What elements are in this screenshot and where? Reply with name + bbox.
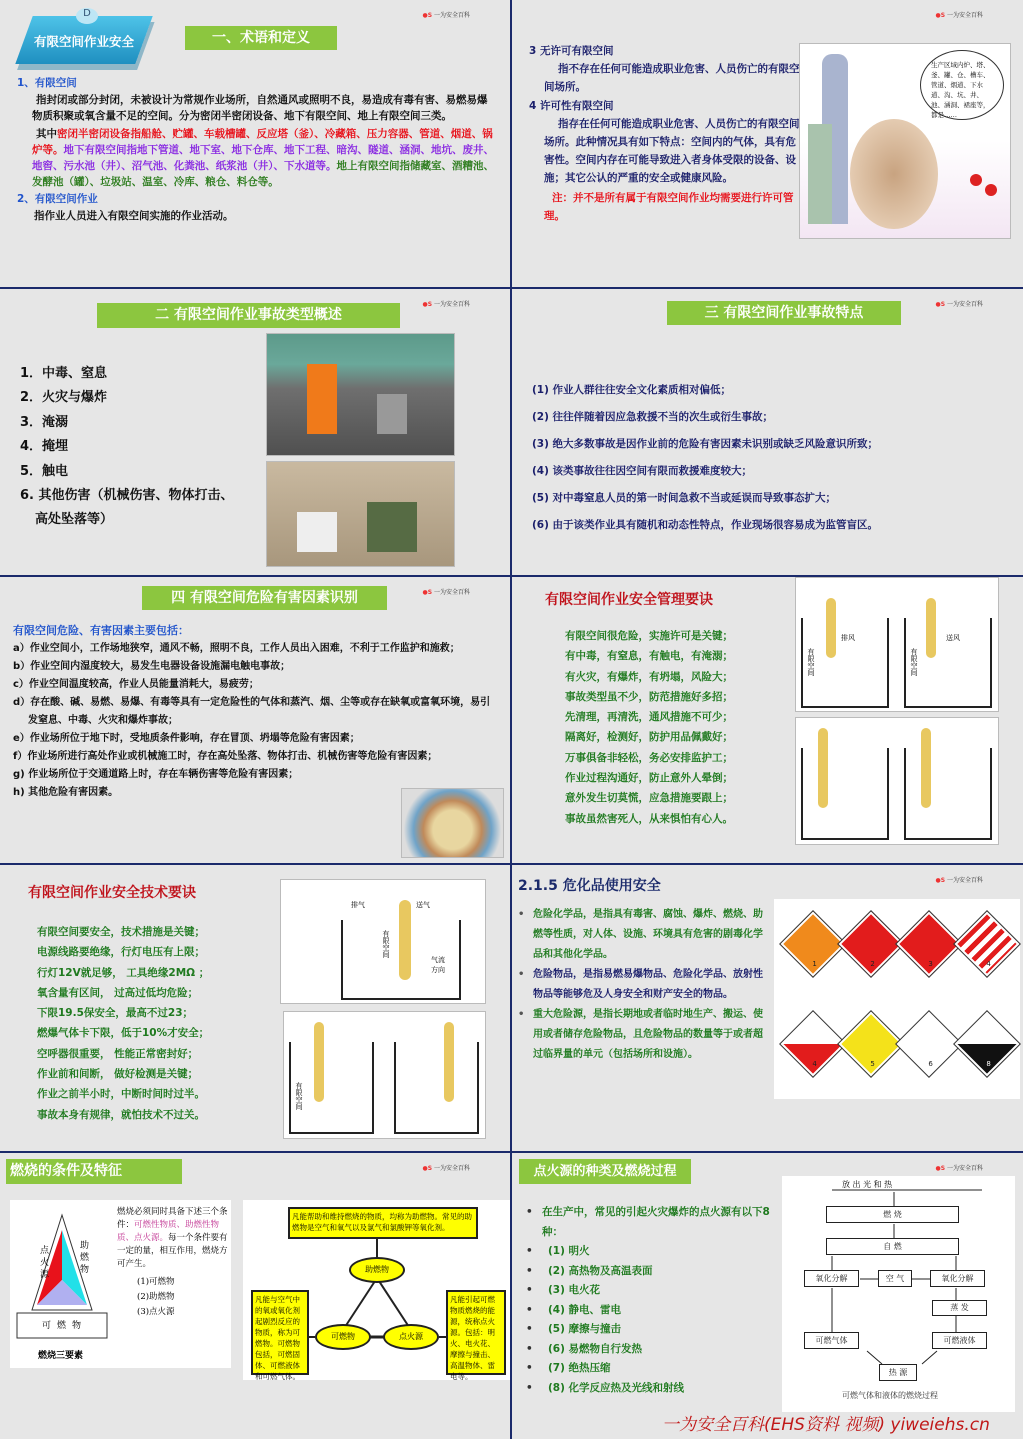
brand-logo: ●S 一为安全百科: [422, 1165, 470, 1172]
hazard-sign: [896, 1011, 961, 1076]
brand-logo: ●S 一为安全百科: [935, 301, 983, 308]
flowchart-caption: 可燃气体和液体的燃烧过程: [842, 1391, 938, 1400]
list-item: 燃爆气体卡下限，低于10%才安全；: [37, 1027, 210, 1040]
fire-triangle-panel: [10, 1200, 231, 1368]
list-item: 意外发生切莫慌，应急措施要跟上；: [565, 792, 733, 805]
diagram-label: 送风: [946, 634, 960, 642]
hazard-sign: [780, 911, 845, 976]
slide-combustion-conditions: [0, 1153, 510, 1439]
list-item: 氧含量有区间， 过高过低均危险；: [37, 986, 199, 999]
diagram-label: 有限空间: [910, 648, 918, 676]
slide-management-rhymes: [512, 577, 1023, 863]
list-item: 1．中毒、窒息: [20, 366, 108, 381]
combustion-text: 燃烧必须同时具备下述三个条件：可燃性物质、助燃性物质、点火源。每一个条件要有一定的量，相互作用，燃烧方可产生。: [117, 1207, 228, 1269]
section-title: 四 有限空间危险有害因素识别: [142, 586, 387, 610]
list-item: • (5) 摩擦与撞击: [526, 1323, 622, 1335]
hazard-sign: [780, 1011, 845, 1076]
slide-technical-rhymes: [0, 865, 510, 1151]
list-item: 作业过程沟通好，防止意外人晕倒；: [565, 772, 733, 785]
hazard-class-number: 6: [928, 1059, 933, 1068]
work-definition: 指作业人员进入有限空间实施的作业活动。: [34, 210, 234, 222]
air-supply-diagram-top: [280, 879, 486, 1004]
rescue-photo-field: [266, 461, 455, 567]
list-item: 有中毒，有窒息，有触电，有淹溺；: [565, 650, 733, 663]
flow-evaporation: 蒸 发: [932, 1300, 987, 1316]
diagram-label: 排风: [841, 634, 855, 642]
list-item: • (1) 明火: [526, 1245, 590, 1257]
diagram-label: 送气: [416, 901, 430, 909]
diagram-label: 排气: [351, 901, 365, 909]
badge-letter: D: [76, 8, 98, 24]
speech-bubble: 生产区域内炉、塔、釜、罐、仓、槽车、管道、烟道、下水道、沟、坑、井、池、涵洞、裙座等，都是……: [920, 50, 1004, 120]
watermark: 一为安全百科(EHS资料 视频) yiweiehs.cn: [662, 1415, 990, 1435]
heading-permit: 4 许可性有限空间: [529, 100, 614, 112]
definition-list: [518, 905, 768, 1065]
slide-title: 有限空间作业安全技术要诀: [28, 885, 196, 901]
list-item: 3．淹溺: [20, 414, 69, 430]
rhyme-list: [565, 626, 733, 829]
list-item: (3)点火源: [137, 1307, 175, 1317]
brand-logo: ●S 一为安全百科: [935, 877, 983, 884]
slide-title: 有限空间作业安全管理要诀: [545, 592, 713, 608]
non-permit-text: 指不存在任何可能造成职业危害、人员伤亡的有限空间场所。: [544, 63, 800, 93]
list-item: • 危险化学品，是指具有毒害、腐蚀、爆炸、燃烧、助燃等性质，对人体、设施、环境具有危害的剧毒化学品和其他化学品。: [518, 909, 763, 960]
brand-logo: ●S 一为安全百科: [422, 12, 470, 19]
hazard-cartoon-image: [401, 788, 504, 858]
hazard-class-number: 4: [986, 959, 991, 968]
slide-accident-types: [0, 289, 510, 575]
brand-logo: ●S 一为安全百科: [935, 12, 983, 19]
list-item: 事故虽然害死人，从来惧怕有心人。: [565, 812, 733, 825]
list-item: 高处坠落等）: [35, 512, 114, 528]
hazard-class-number: 5: [870, 1059, 875, 1068]
permit-text: 指存在任何可能造成职业危害、人员伤亡的有限空间场所。此种情况具有如下特点：空间内的气体，具有危害性。空间内存在可能导致进入者身体受限的设备、设施；其它公认的严重的安全或健康风险。: [544, 118, 800, 184]
list-item: h) 其他危险有害因素。: [13, 787, 119, 798]
combustion-relation-diagram: [243, 1200, 510, 1380]
list-item: • 在生产中，常见的引起火灾爆炸的点火源有以下8种：: [526, 1206, 770, 1238]
hazard-sign: [954, 1011, 1019, 1076]
slide-ignition-sources: [512, 1153, 1023, 1439]
slide-title: 2.1.5 危化品使用安全: [518, 878, 661, 894]
diagram-label: 有限空间: [382, 930, 390, 958]
flow-self-ignition: 自 燃: [826, 1238, 959, 1255]
list-item: (2)助燃物: [137, 1292, 175, 1302]
list-item: f）作业场所进行高处作业或机械施工时，存在高处坠落、物体打击、机械伤害等危险有害因素；: [13, 751, 438, 762]
slide-accident-features: [512, 289, 1023, 575]
heading-non-permit: 3 无许可有限空间: [529, 45, 614, 57]
hazard-class-number: 8: [986, 1059, 991, 1068]
list-item: 下限19.5保安全，最高不过23；: [37, 1007, 194, 1020]
fuel-node: 可燃物: [315, 1324, 371, 1350]
flow-oxidation-left: 氧化分解: [804, 1270, 859, 1287]
ignition-definition-box: 凡能引起可燃物质燃烧的能源，统称点火源。包括：明火、电火花、摩擦与撞击、高温物体、雷电等。: [446, 1290, 506, 1375]
list-item: b）作业空间内湿度较大，易发生电器设备设施漏电触电事故；: [13, 661, 291, 672]
badge-title: 有限空间作业安全: [34, 34, 135, 49]
ignition-source-list: [526, 1203, 776, 1398]
list-item: 行灯12V就足够， 工具绝缘2MΩ ；: [37, 966, 210, 979]
section-title: 二 有限空间作业事故类型概述: [97, 303, 400, 328]
tri-label-oxidizer: 助燃物: [80, 1241, 90, 1275]
list-item: • (7) 绝热压缩: [526, 1362, 611, 1374]
list-item: • (2) 高热物及高温表面: [526, 1264, 653, 1277]
section-title: 三 有限空间作业事故特点: [667, 301, 901, 325]
brand-logo: ●S 一为安全百科: [422, 301, 470, 308]
flow-air: 空 气: [878, 1270, 912, 1287]
ventilation-diagram-top: [795, 577, 999, 712]
section-title: 燃烧的条件及特征: [6, 1159, 182, 1184]
feature-list: [532, 377, 878, 539]
accident-type-list: [20, 362, 234, 533]
hazard-sign: [954, 911, 1019, 976]
list-item: 作业前和间断， 做好检测是关键；: [37, 1068, 199, 1081]
combustion-text-column: [117, 1206, 229, 1320]
list-item: (1) 作业人群往往安全文化素质相对偏低；: [532, 384, 732, 396]
list-item: 先清理，再清洗，通风措施不可少；: [565, 711, 733, 724]
list-item: • (6) 易燃物自行发热: [526, 1342, 643, 1355]
list-item: (5) 对中毒窒息人员的第一时间急救不当或延误而导致事态扩大；: [532, 492, 837, 504]
flow-burn: 燃 烧: [826, 1206, 959, 1223]
list-item: 空呼器很重要， 性能正常密封好；: [37, 1047, 199, 1060]
combustion-flowchart: [782, 1176, 1015, 1412]
hazard-class-number: 1: [812, 959, 817, 968]
list-item: 隔离好，检测好，防护用品佩戴好；: [565, 731, 733, 744]
rhyme-list: [37, 922, 209, 1125]
flow-combustible-gas: 可燃气体: [804, 1332, 859, 1349]
list-item: a）作业空间小，工作场地狭窄，通风不畅，照明不良，工作人员出入困难，不利于工作监护和施救；: [13, 643, 460, 654]
tri-label-fuel: 可燃物: [42, 1321, 88, 1331]
list-item: • (4) 静电、雷电: [526, 1303, 622, 1316]
list-item: 4．掩埋: [20, 439, 69, 455]
slide-permit-space: [512, 0, 1023, 287]
ignition-node: 点火源: [383, 1324, 439, 1350]
heading-limited-space: 1、有限空间: [17, 77, 77, 89]
list-item: 6. 其他伤害（机械伤害、物体打击、: [20, 488, 234, 504]
list-item: 5．触电: [20, 463, 69, 479]
list-item: e）作业场所位于地下时，受地质条件影响，存在冒顶、坍塌等危险有害因素；: [13, 733, 360, 744]
definition-text: 指封闭或部分封闭，未被设计为常规作业场所，自然通风或照明不良，易造成有毒有害、易燃易爆物质积聚或氧含量不足的空间。分为密闭半密闭设备、地下有限空间、地上有限空间三类。: [32, 94, 488, 122]
hazard-sign: [838, 911, 903, 976]
tri-label-ignition: 点火源: [40, 1246, 50, 1280]
tri-caption: 燃烧三要素: [38, 1351, 84, 1361]
list-item: 事故类型虽不少，防范措施好多招；: [565, 690, 733, 703]
hazard-heading: 有限空间危险、有害因素主要包括：: [13, 624, 189, 637]
oxidizer-node: 助燃物: [349, 1257, 405, 1283]
rescue-photo-manhole: [266, 333, 455, 456]
cartoon-equipment-image: [799, 43, 1011, 239]
list-item: (3) 绝大多数事故是因作业前的危险有害因素未识别或缺乏风险意识所致；: [532, 438, 879, 450]
flow-heat-source: 热 源: [879, 1364, 917, 1381]
list-item: g) 作业场所位于交通道路上时，存在车辆伤害等危险有害因素；: [13, 769, 299, 780]
diagram-label: 有限空间: [295, 1082, 303, 1110]
list-item: 有限空间很危险，实施许可是关键；: [565, 630, 733, 642]
list-item: (1)可燃物: [137, 1277, 175, 1287]
category-text: 其中密闭半密闭设备指船舱、贮罐、车载槽罐、反应塔（釜）、冷藏箱、压力容器、管道、烟道、锅炉等。地下有限空间指地下管道、地下室、地下仓库、地下工程、暗沟、隧道、涵洞、地坑、废井、地窖、污水池（井）、沼气池、化粪池、纸浆池（井）、下水道等。地上有限空间指储藏室、酒糟池、发酵池（罐）、垃圾站、温室、冷库、粮仓、料仓等。: [32, 128, 494, 188]
ventilation-diagram-bottom: [795, 717, 999, 845]
list-item: (6) 由于该类作业具有随机和动态性特点，作业现场很容易成为监管盲区。: [532, 519, 879, 531]
list-item: 有限空间要安全，技术措施是关键；: [37, 926, 205, 938]
hazard-class-number: 2: [870, 959, 875, 968]
section-title: 一、术语和定义: [185, 26, 337, 50]
slide-hazardous-chemicals: [512, 865, 1023, 1151]
list-item: 有火灾，有爆炸，有坍塌，风险大；: [565, 670, 733, 683]
list-item: • 危险物品，是指易燃易爆物品、危险化学品、放射性物品等能够危及人身安全和财产安全的物品。: [518, 969, 763, 1000]
flow-combustible-liquid: 可燃液体: [932, 1332, 987, 1349]
brand-logo: ●S 一为安全百科: [935, 1165, 983, 1172]
list-item: • (3) 电火花: [526, 1284, 601, 1296]
flow-top-label: 放 出 光 和 热: [842, 1180, 893, 1189]
fuel-definition-box: 凡能与空气中的氧或氧化剂起剧烈反应的物质，称为可燃物。可燃物包括，可燃固体、可燃液体和可燃气体。: [251, 1290, 309, 1375]
list-item: 事故本身有规律，就怕技术不过关。: [37, 1108, 205, 1121]
hazard-sign: [896, 911, 961, 976]
list-item: 2．火灾与爆炸: [20, 390, 108, 406]
list-item: • (8) 化学反应热及光线和射线: [526, 1381, 685, 1394]
list-item: 万事俱备非轻松，务必安排监护工；: [565, 751, 733, 764]
hazard-class-number: 3: [928, 959, 933, 968]
brand-logo: ●S 一为安全百科: [422, 589, 470, 596]
list-item: c）作业空间温度较高，作业人员能量消耗大，易疲劳；: [13, 679, 259, 690]
list-item: (4) 该类事故往往因空间有限而救援难度较大；: [532, 465, 753, 477]
slide-terms: [0, 0, 510, 287]
hazard-sign: [838, 1011, 903, 1076]
flow-oxidation-right: 氧化分解: [930, 1270, 985, 1287]
slide-hazard-identification: [0, 577, 510, 863]
terms-content: [17, 75, 495, 225]
hazard-list: [13, 640, 497, 802]
title-badge: [14, 4, 154, 74]
section-title: 点火源的种类及燃烧过程: [519, 1159, 691, 1184]
list-item: 作业之前半小时，中断时间时过半。: [37, 1088, 205, 1101]
list-item: (2) 往往伴随着因应急救援不当的次生或衍生事故；: [532, 411, 774, 423]
list-item: d）存在酸、碱、易燃、易爆、有毒等具有一定危险性的气体和蒸汽、烟、尘等或存在缺氧或富氧环境，易引发窒息、中毒、火灾和爆炸事故；: [13, 697, 491, 726]
heading-work: 2、有限空间作业: [17, 193, 98, 205]
air-supply-diagram-bottom: [283, 1011, 486, 1139]
permit-content: [529, 43, 801, 225]
list-item: 电源线路要绝缘，行灯电压有上限；: [37, 946, 205, 959]
hazard-class-number: 4: [812, 1059, 817, 1068]
oxidizer-definition-box: 凡能帮助和维持燃烧的物质，均称为助燃物。常见的助燃物是空气和氧气以及氯气和氯酸钾等氧化剂。: [288, 1207, 478, 1239]
list-item: • 重大危险源，是指长期地或者临时地生产、搬运、使用或者储存危险物品，且危险物品的数量等于或者超过临界量的单元（包括场所和设施）。: [518, 1009, 763, 1060]
fire-triangle-diagram: [12, 1205, 112, 1355]
diagram-label: 有限空间: [807, 648, 815, 676]
diagram-label: 气流方向: [431, 956, 445, 974]
hazard-signs-panel: [774, 899, 1020, 1099]
permit-note: 注：并不是所有属于有限空间作业均需要进行许可管理。: [544, 192, 794, 222]
